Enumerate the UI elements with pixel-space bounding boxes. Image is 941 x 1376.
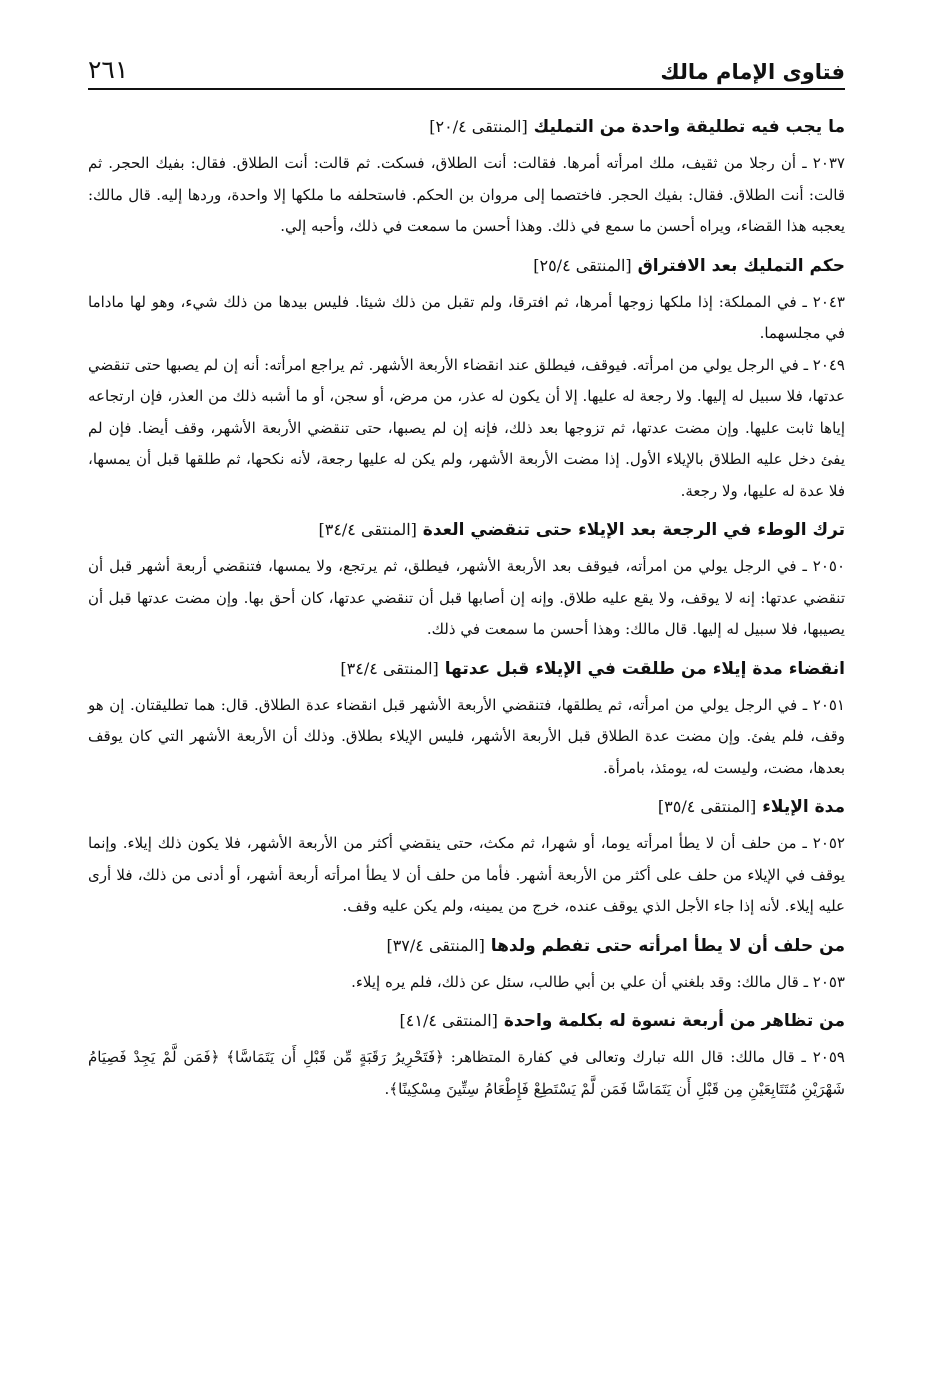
heading-title: مدة الإيلاء xyxy=(762,797,845,817)
heading-title: ما يجب فيه تطليقة واحدة من التمليك xyxy=(533,117,845,137)
section-heading xyxy=(88,792,845,822)
heading-title: من تظاهر من أربعة نسوة له بكلمة واحدة xyxy=(503,1011,845,1031)
heading-reference: [المنتقى ٢٥/٤] xyxy=(533,255,632,275)
entry-number: ٢٠٣٧ xyxy=(812,154,845,172)
fatwa-entry: ٢٠٣٧ ـ أن رجلا من ثقيف، ملك امرأته أمرها. فقالت: أنت الطلاق، فسكت. ثم قالت: أنت الطلاق. فقال: بفيك الحجر. ثم قالت: أنت الطلاق. فقال: بفيك الحجر. فاختصما إلى مروان بن الحكم. فاستحلفه ما ملكها إلا واحدة، وردها إليه. قال مالك: يعجبه هذا القضاء، ويراه أحسن ما سمع في ذلك. وهذا أحسن ما سمعت في ذلك، وأحبه إلي. xyxy=(88,154,845,235)
entry-number: ٢٠٥٩ xyxy=(812,1048,845,1066)
entry-text: أن رجلا من ثقيف، ملك امرأته أمرها. فقالت: أنت الطلاق، فسكت. ثم قالت: أنت الطلاق. فقال: بفيك الحجر. ثم قالت: أنت الطلاق. فقال: بفيك الحجر. فاختصما إلى مروان بن الحكم. فاستحلفه ما ملكها إلا واحدة، وردها إليه. قال مالك: يعجبه هذا القضاء، ويراه أحسن ما سمع في ذلك. وهذا أحسن ما سمعت في ذلك، وأحبه إلي. xyxy=(88,154,845,235)
section-heading xyxy=(88,112,845,142)
entry-text: قال مالك: وقد بلغني أن علي بن أبي طالب، سئل عن ذلك، فلم يره إيلاء. xyxy=(351,972,799,991)
entry-number: ٢٠٥٢ xyxy=(812,834,845,852)
book-title: فتاوى الإمام مالك xyxy=(660,60,845,84)
heading-title: ترك الوطء في الرجعة بعد الإيلاء حتى تنقضي العدة xyxy=(422,520,845,540)
section xyxy=(88,251,845,508)
heading-reference: [المنتقى ٣٤/٤] xyxy=(340,658,439,678)
entry-number: ٢٠٥١ xyxy=(812,695,845,714)
entry-text: في الرجل يولي من امرأته. فيوقف، فيطلق عند انقضاء الأربعة الأشهر. ثم يراجع امرأته: أنه إن لم يصبها حتى تنقضي عدتها، فلا سبيل له إليها. ولا رجعة له عليها. إلا أن يكون له عذر، من مرض، أو سجن، أو ما أشبه ذلك من العذر، فإن ارتجاعه إياها ثابت عليها. وإن مضت عدتها، ثم تزوجها بعد ذلك، فإنه إن لم يصبها، حتى تنقضي الأربعة الأشهر، وقف أيضا. فإن لم يفئ دخل عليه الطلاق بالإيلاء الأول. إذا مضت الأربعة الأشهر، ولم يكن له عليها رجعة، لأنه نكحها، ثم طلقها قبل أن يمسها، فلا عدة له عليها، ولا رجعة. xyxy=(88,355,845,500)
section xyxy=(88,792,845,923)
heading-reference: [المنتقى ٤١/٤] xyxy=(399,1011,498,1030)
heading-reference: [المنتقى ٣٧/٤] xyxy=(386,935,485,955)
section xyxy=(88,931,845,999)
fatwa-entry: ٢٠٥٣ ـ قال مالك: وقد بلغني أن علي بن أبي طالب، سئل عن ذلك، فلم يره إيلاء. xyxy=(351,972,845,991)
section-heading xyxy=(88,1006,845,1036)
entry-text: في الرجل يولي من امرأته، فيوقف بعد الأربعة الأشهر، فيطلق، ثم يرتجع، ولا يمسها، فتنقضي أربعة أشهر قبل أن تنقضي عدتها: إنه لا يوقف، ولا يقع عليه طلاق. وإنه إن أصابها قبل أن تنقضي عدتها، كان أحق بها. وإن مضت عدتها قبل أن يصيبها، فلا سبيل له إليها. قال مالك: وهذا أحسن ما سمعت في ذلك. xyxy=(88,557,845,638)
heading-reference: [المنتقى ٢٠/٤] xyxy=(429,117,528,136)
entry-number: ٢٠٤٩ xyxy=(812,355,845,374)
fatwa-entry: ٢٠٥٩ ـ قال مالك: قال الله تبارك وتعالى في كفارة المتظاهر: ﴿فَتَحْرِيرُ رَقَبَةٍ مِّن قَبْلِ أَن يَتَمَاسَّا﴾ ﴿فَمَن لَّمْ يَجِدْ فَصِيَامُ شَهْرَيْنِ مُتَتَابِعَيْنِ مِن قَبْلِ أَن يَتَمَاسَّا فَمَن لَّمْ يَسْتَطِعْ فَإِطْعَامُ سِتِّينَ مِسْكِينًا﴾. xyxy=(88,1048,845,1098)
fatwa-entry: ٢٠٤٩ ـ في الرجل يولي من امرأته. فيوقف، فيطلق عند انقضاء الأربعة الأشهر. ثم يراجع امرأته: أنه إن لم يصبها حتى تنقضي عدتها، فلا سبيل له إليها. ولا رجعة له عليها. إلا أن يكون له عذر، من مرض، أو سجن، أو ما أشبه ذلك من العذر، فإن ارتجاعه إياها ثابت عليها. وإن مضت عدتها، ثم تزوجها بعد ذلك، فإنه إن لم يصبها، حتى تنقضي الأربعة الأشهر، وقف أيضا. فإن لم يفئ دخل عليه الطلاق بالإيلاء الأول. إذا مضت الأربعة الأشهر، ولم يكن له عليها رجعة، لأنه نكحها، ثم طلقها قبل أن يمسها، فلا عدة له عليها، ولا رجعة. xyxy=(88,355,845,500)
page-number: ٢٦١ xyxy=(88,55,129,84)
section xyxy=(88,515,845,646)
section xyxy=(88,112,845,243)
heading-title: من حلف أن لا يطأ امرأته حتى تفطم ولدها xyxy=(490,935,845,956)
heading-title: حكم التمليك بعد الافتراق xyxy=(637,255,845,276)
section-heading xyxy=(88,654,845,684)
heading-reference: [المنتقى ٣٥/٤] xyxy=(657,797,757,816)
section-heading xyxy=(88,931,845,961)
entry-text: قال مالك: قال الله تبارك وتعالى في كفارة المتظاهر: ﴿فَتَحْرِيرُ رَقَبَةٍ مِّن قَبْلِ أَن يَتَمَاسَّا﴾ ﴿فَمَن لَّمْ يَجِدْ فَصِيَامُ شَهْرَيْنِ مُتَتَابِعَيْنِ مِن قَبْلِ أَن يَتَمَاسَّا فَمَن لَّمْ يَسْتَطِعْ فَإِطْعَامُ سِتِّينَ مِسْكِينًا﴾. xyxy=(88,1048,845,1098)
fatwa-entry: ٢٠٥٢ ـ من حلف أن لا يطأ امرأته يوما، أو شهرا، ثم مكث، حتى ينقضي أكثر من الأربعة الأشهر، فلا يكون ذلك إيلاء. وإنما يوقف في الإيلاء من حلف على أكثر من الأربعة أشهر. فأما من حلف أن لا يطأ امرأته أربعة أشهر، أو أدنى من ذلك، فلا أرى عليه إيلاء. لأنه إذا جاء الأجل الذي يوقف عنده، خرج من يمينه، ولم يكن عليه وقف. xyxy=(88,834,845,915)
entry-number: ٢٠٥٣ xyxy=(812,972,845,991)
fatwa-entry: ٢٠٥٠ ـ في الرجل يولي من امرأته، فيوقف بعد الأربعة الأشهر، فيطلق، ثم يرتجع، ولا يمسها، فتنقضي أربعة أشهر قبل أن تنقضي عدتها: إنه لا يوقف، ولا يقع عليه طلاق. وإنه إن أصابها قبل أن تنقضي عدتها، كان أحق بها. وإن مضت عدتها قبل أن يصيبها، فلا سبيل له إليها. قال مالك: وهذا أحسن ما سمعت في ذلك. xyxy=(88,557,846,638)
entry-text: في المملكة: إذا ملكها زوجها أمرها، ثم افترقا، ولم تقبل من ذلك شيئا. فليس بيدها من ذلك شيء، وهو لها ماداما في مجلسهما. xyxy=(88,292,845,342)
section-heading xyxy=(88,251,845,281)
section xyxy=(88,1006,845,1105)
running-header xyxy=(88,44,845,90)
entry-text: من حلف أن لا يطأ امرأته يوما، أو شهرا، ثم مكث، حتى ينقضي أكثر من الأربعة الأشهر، فلا يكون ذلك إيلاء. وإنما يوقف في الإيلاء من حلف على أكثر من الأربعة أشهر. فأما من حلف أن لا يطأ امرأته أربعة أشهر، أو أدنى من ذلك، فلا أرى عليه إيلاء. لأنه إذا جاء الأجل الذي يوقف عنده، خرج من يمينه، ولم يكن عليه وقف. xyxy=(88,834,845,915)
entry-text: في الرجل يولي من امرأته، ثم يطلقها، فتنقضي الأربعة الأشهر قبل انقضاء عدة الطلاق. قال: هما تطليقتان. إن هو وقف، فلم يفئ. وإن مضت عدة الطلاق قبل الأربعة الأشهر، فليس الإيلاء بطلاق. وذلك أن الأربعة الأشهر التي كان يوقف بعدها، مضت، وليست له، يومئذ، بامرأة. xyxy=(88,695,845,777)
section-heading xyxy=(88,515,845,545)
entry-number: ٢٠٤٣ xyxy=(812,292,845,311)
fatwa-entry: ٢٠٤٣ ـ في المملكة: إذا ملكها زوجها أمرها، ثم افترقا، ولم تقبل من ذلك شيئا. فليس بيدها من ذلك شيء، وهو لها ماداما في مجلسهما. xyxy=(88,292,845,342)
entry-number: ٢٠٥٠ xyxy=(812,557,846,575)
section xyxy=(88,654,845,785)
heading-title: انقضاء مدة إيلاء من طلقت في الإيلاء قبل عدتها xyxy=(444,658,845,679)
heading-reference: [المنتقى ٣٤/٤] xyxy=(318,520,417,539)
fatwa-entry: ٢٠٥١ ـ في الرجل يولي من امرأته، ثم يطلقها، فتنقضي الأربعة الأشهر قبل انقضاء عدة الطلاق. قال: هما تطليقتان. إن هو وقف، فلم يفئ. وإن مضت عدة الطلاق قبل الأربعة الأشهر، فليس الإيلاء بطلاق. وذلك أن الأربعة الأشهر التي كان يوقف بعدها، مضت، وليست له، يومئذ، بامرأة. xyxy=(88,695,845,777)
